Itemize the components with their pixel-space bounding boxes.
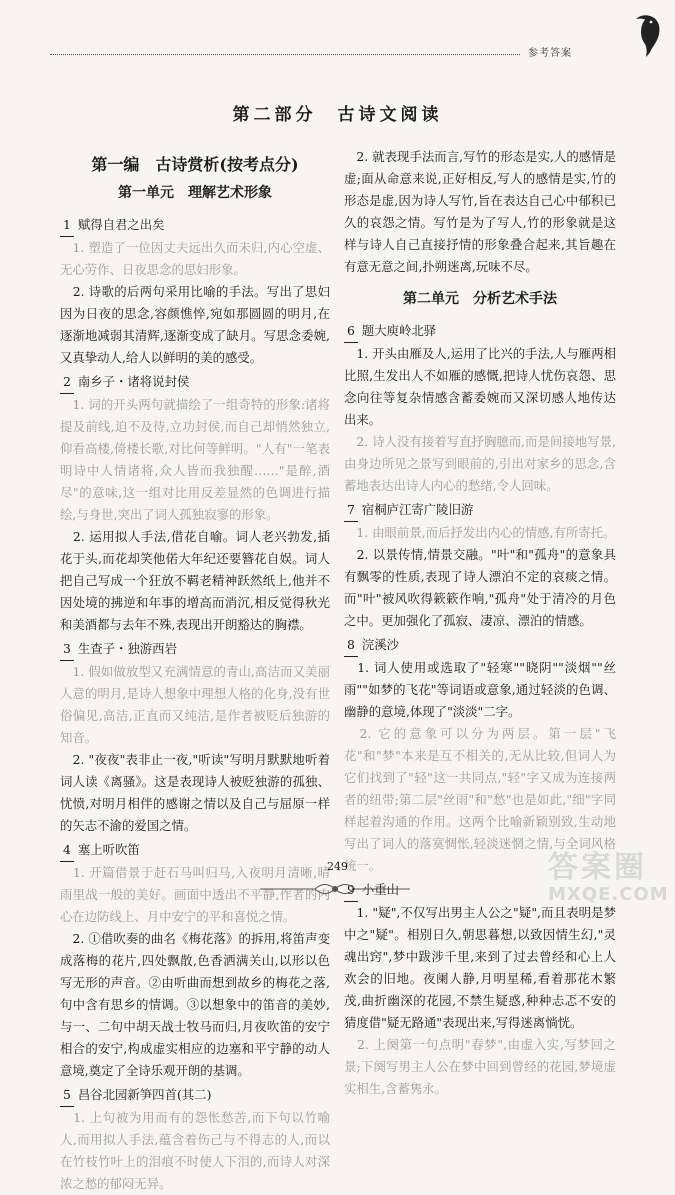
answer-paragraph: 1. 假如做放型又充满情意的青山,高洁而又美丽人意的明月,是诗人想象中理想人格的化身,没有世俗偏见,高洁,正直而又纯洁,是作者被贬后独游的知音。 (60, 664, 330, 745)
item-number: 4 (60, 839, 74, 862)
answer-paragraph: 1. 由眼前景,而后抒发出内心的情感,有所寄托。 (344, 525, 616, 540)
item-title (60, 839, 330, 862)
item-title (60, 1084, 330, 1107)
watermark-bottom: MXQE.COM (548, 884, 669, 905)
item-poem-title: 塞上听吹笛 (73, 842, 140, 857)
item-title (344, 499, 616, 522)
footer-ornament (260, 878, 410, 900)
page-number: 249 (327, 860, 348, 873)
answer-paragraph: 1. 塑造了一位因丈夫远出久而未归,内心空虚、无心劳作、日夜思念的思妇形象。 (60, 240, 330, 277)
bian-title: 第一编 古诗赏析(按考点分) (91, 155, 299, 174)
answer-paragraph: 2. 诗人没有接着写直抒胸臆而,而是间接地写景,由身边所见之景写到眼前的,引出对家乡的思念,含蓄地表达出诗人内心的愁绪,令人回味。 (344, 434, 616, 493)
bird-icon (630, 12, 670, 58)
answer-paragraph: 2. 诗歌的后两句采用比喻的手法。写出了思妇因为日夜的思念,容颜憔悴,宛如那圆圆的明月,在逐渐地减弱其清辉,逐渐变成了缺月。写思念委婉,又真挚动人,给人以鲜明的美的感受。 (60, 284, 330, 365)
item-number: 8 (344, 634, 358, 657)
answer-paragraph: 2. "夜夜"表非止一夜,"听读"写明月默默地听着词人读《离骚》。这是表现诗人被贬独游的孤独、忧愤,对明月相伴的感谢之情以及自己与屈原一样的矢志不渝的爱国之情。 (60, 752, 330, 833)
item-number: 6 (344, 320, 358, 343)
right-items (344, 320, 616, 1100)
item-poem-title: 浣溪沙 (357, 637, 400, 652)
item-title (60, 638, 330, 661)
watermark (548, 850, 669, 912)
item-number: 9 (344, 879, 358, 902)
answer-paragraph: 1. 词的开头两句就描绘了一组奇特的形象:诸将提及前线,迫不及待,立功封侯,而自己却悄然独立,仰看高楼,倚楼长歌,对比何等鲜明。"人有"一笔表明诗中人情诸将,众人皆而我独醒……"是醉,酒尽"的意味,这一组对比用反差显然的色调进行描绘,与身世,突出了词人孤独寂寥的形象。 (60, 397, 330, 522)
item-poem-title: 南乡子・诸将说封侯 (73, 374, 190, 389)
header-label: 参考答案 (528, 48, 572, 59)
answer-paragraph: 1. 开篇借景于赶石马叫归马,入夜明月清晰,晴雨里战一般的美好。画面中透出不平静,作者的内心在边防线上、月中安宁的平和喜悦之情。 (60, 865, 330, 924)
answer-paragraph: 1. 上句被为用而有的怨怅愁苦,而下句以竹喻人,而用拟人手法,蕴含着伤己与不得志的人,而以在竹枝竹叶上的泪痕不时使人下泪的,而诗人对深浓之愁的郁闷无异。 (60, 1110, 330, 1191)
part-title: 第二部分 古诗文阅读 (232, 105, 443, 125)
item-poem-title: 昌谷北园新笋四首(其二) (73, 1087, 212, 1102)
item-number: 5 (60, 1084, 74, 1107)
item-poem-title: 生查子・独游西岩 (73, 641, 177, 656)
header-rule (50, 54, 520, 55)
left-column (60, 146, 330, 1195)
left-items (60, 214, 330, 1195)
watermark-top: 答案圈 (548, 850, 647, 885)
answer-paragraph: 1. "疑",不仅写出男主人公之"疑",而且表明是梦中之"疑"。相别日久,朝思暮想,以致因情生幻,"灵魂出窍",梦中跋涉千里,来到了过去曾经和心上人欢会的旧地。夜阑人静,月明星稀,看着那花木繁茂,曲折幽深的花园,不禁生疑惑,种种忐忑不安的猜度借"疑无路通"表现出来,写得迷离惝恍。 (344, 905, 616, 1030)
unit-title: 第一单元 理解艺术形象 (118, 185, 272, 201)
unit-title-2: 第二单元 分析艺术手法 (403, 291, 557, 307)
answer-paragraph: 2. ①借吹奏的曲名《梅花落》的拆用,将笛声变成落梅的花片,四处飘散,色香洒满关山,以形以色写无形的声音。②由听曲而想到故乡的梅花之落,句中含有思乡的情调。③以想象中的笛音的美妙,与一、二句中胡天战士牧马而归,月夜吹笛的安宁相合的安宁,构成虚实相应的边塞和平宁静的动人意境,奠定了全诗乐观开朗的基调。 (60, 931, 330, 1078)
answer-paragraph: 1. 词人使用或选取了"轻寒""晓阴""淡烟""丝雨""如梦的飞花"等词语或意象,通过轻淡的色调、幽静的意境,体现了"淡淡"二字。 (344, 660, 616, 719)
answer-paragraph: 1. 开头由雁及人,运用了比兴的手法,人与雁两相比照,生发出人不如雁的感慨,把诗人忧伤哀怨、思念向往等复杂情感含蓄委婉而又深切感人地传达出来。 (344, 346, 616, 427)
item-title (60, 214, 330, 237)
item-number: 1 (60, 214, 74, 237)
right-lead (344, 146, 616, 278)
answer-paragraph: 2. 上阕第一句点明"春梦",由虚入实,写梦回之景;下阕写男主人公在梦中回到曾经的花园,梦境虚实相生,含蓄隽永。 (344, 1037, 616, 1096)
item-poem-title: 题大庾岭北驿 (357, 323, 437, 338)
item-title (344, 634, 616, 657)
answer-paragraph: 2. 运用拟人手法,借花自喻。词人老兴勃发,插花于头,而花却笑他偌大年纪还要簪花自娱。词人把自己写成一个狂放不羁老精神跃然纸上,他并不因处境的拂逆和年事的增高而消沉,相反觉得秋光和美酒都与去年不殊,表现出开朗豁达的胸襟。 (60, 529, 330, 632)
item-number: 7 (344, 499, 358, 522)
item-poem-title: 宿桐庐江寄广陵旧游 (357, 502, 474, 517)
item-number: 2 (60, 371, 74, 394)
item-poem-title: 小重山 (357, 882, 400, 897)
item-number: 3 (60, 638, 74, 661)
answer-paragraph: 2. 以景传情,情景交融。"叶"和"孤舟"的意象具有飘零的性质,表现了诗人漂泊不定的哀痰之情。而"叶"被风吹得簌簌作响,"孤舟"处于清冷的月色之中。更加强化了孤寂、凄凉、漂泊的情感。 (344, 547, 616, 628)
item-title (60, 371, 330, 394)
right-column (344, 146, 616, 1100)
item-title (344, 320, 616, 343)
answer-paragraph: 2. 就表现手法而言,写竹的形态是实,人的感情是虚;面从命意来说,正好相反,写人的感情是实,竹的形态是虚,因为诗人写竹,旨在表达自己心中郁积已久的哀怨之情。写竹是为了写人,竹的形象就是这样与诗人自己直接抒情的形象叠合起来,其旨趣在有意无意之间,扑朔迷离,玩味不尽。 (344, 149, 616, 274)
answer-paragraph: 2. 它的意象可以分为两层。第一层"飞花"和"梦"本来是互不相关的,无从比较,但词人为它们找到了"轻"这一共同点,"轻"字又成为连接两者的纽带;第二层"丝雨"和"愁"也是如此,"细"字同样起着沟通的作用。这两个比喻新颖别致,生动地写出了词人的落寞惆怅,轻淡迷惘之情,与全词风格统一。 (344, 726, 616, 873)
item-poem-title: 赋得自君之出矣 (73, 217, 165, 232)
